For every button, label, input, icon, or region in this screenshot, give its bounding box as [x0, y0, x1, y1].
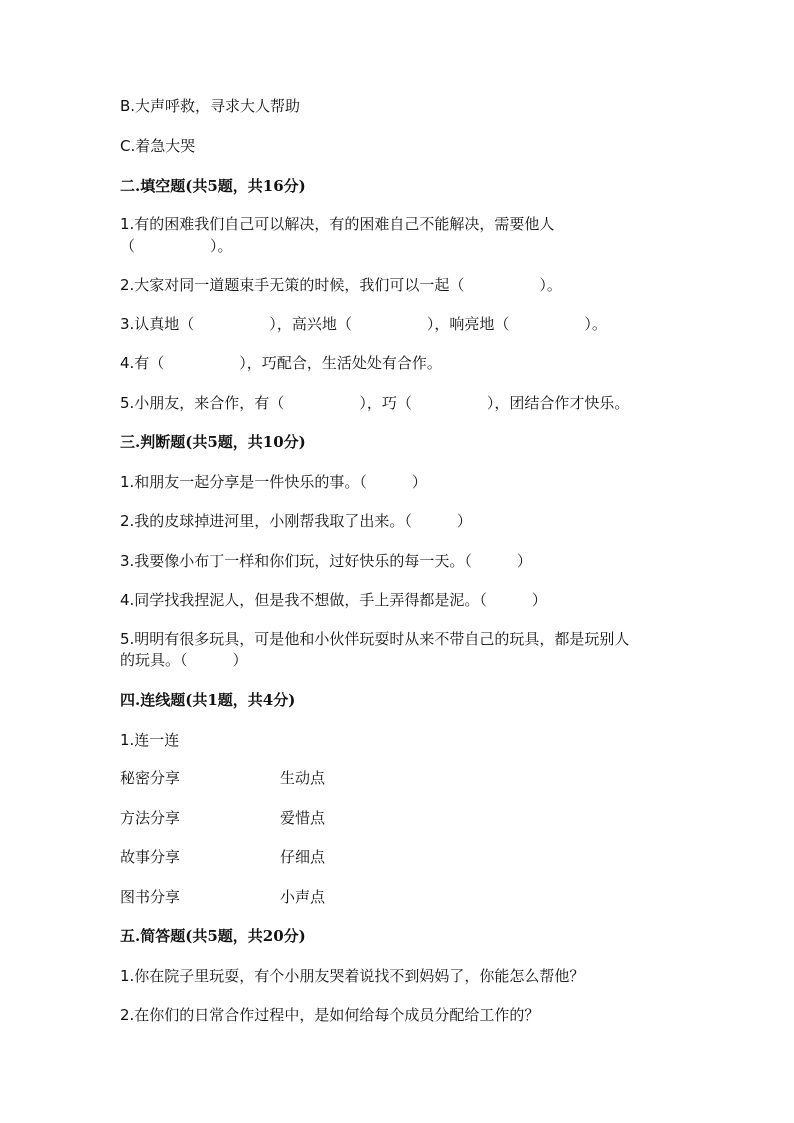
true-false-q1: 1.和朋友一起分享是一件快乐的事。（ ） — [120, 473, 427, 491]
matching-right-item: 小声点 — [280, 888, 326, 906]
fill-blank-q1-line2: （ ）。 — [120, 237, 233, 255]
section-heading-fill-blank: 二.填空题(共5题，共16分) — [120, 177, 306, 195]
matching-left-item: 故事分享 — [120, 848, 181, 866]
fill-blank-q4: 4.有（ ），巧配合，生活处处有合作。 — [120, 354, 442, 372]
fill-blank-q3: 3.认真地（ ），高兴地（ ），响亮地（ ）。 — [120, 315, 607, 333]
matching-left-item: 秘密分享 — [120, 769, 181, 787]
true-false-q5-line2: 的玩具。（ ） — [120, 651, 248, 669]
fill-blank-q2: 2.大家对同一道题束手无策的时候，我们可以一起（ ）。 — [120, 276, 562, 294]
matching-q1: 1.连一连 — [120, 731, 180, 749]
true-false-q3: 3.我要像小布丁一样和你们玩，过好快乐的每一天。（ ） — [120, 552, 532, 570]
true-false-q5-line1: 5.明明有很多玩具，可是他和小伙伴玩耍时从来不带自己的玩具，都是玩别人 — [120, 630, 630, 648]
option-c: C.着急大哭 — [120, 137, 196, 155]
section-heading-matching: 四.连线题(共1题，共4分) — [120, 691, 296, 709]
short-answer-q1: 1.你在院子里玩耍，有个小朋友哭着说找不到妈妈了，你能怎么帮他？ — [120, 967, 585, 985]
option-b: B.大声呼救，寻求大人帮助 — [120, 97, 301, 115]
matching-right-item: 生动点 — [280, 769, 326, 787]
fill-blank-q1-line1: 1.有的困难我们自己可以解决，有的困难自己不能解决，需要他人 — [120, 215, 555, 233]
matching-right-item: 仔细点 — [280, 848, 326, 866]
section-heading-true-false: 三.判断题(共5题，共10分) — [120, 433, 306, 451]
true-false-q2: 2.我的皮球掉进河里，小刚帮我取了出来。（ ） — [120, 512, 472, 530]
matching-left-item: 方法分享 — [120, 809, 181, 827]
section-heading-short-answer: 五.简答题(共5题，共20分) — [120, 927, 306, 945]
matching-left-item: 图书分享 — [120, 888, 181, 906]
short-answer-q2: 2.在你们的日常合作过程中，是如何给每个成员分配给工作的？ — [120, 1006, 540, 1024]
true-false-q4: 4.同学找我捏泥人，但是我不想做，手上弄得都是泥。（ ） — [120, 591, 547, 609]
fill-blank-q5: 5.小朋友，来合作，有（ ），巧（ ），团结合作才快乐。 — [120, 394, 630, 412]
matching-right-item: 爱惜点 — [280, 809, 326, 827]
